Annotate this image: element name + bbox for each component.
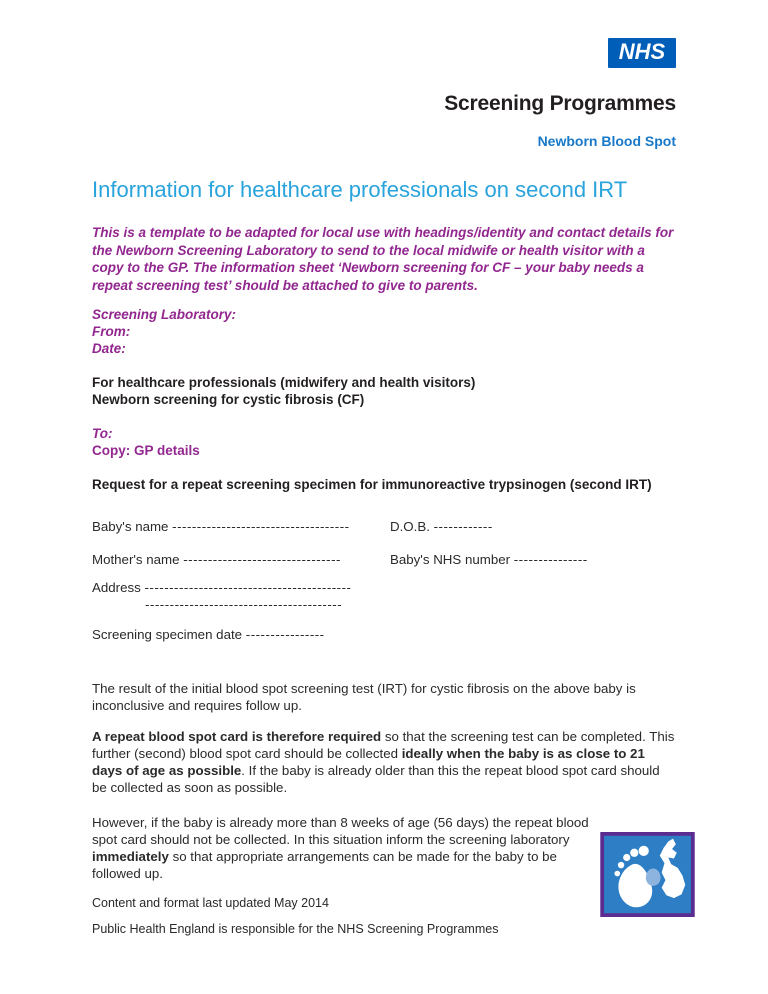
nhs-number-label: Baby's NHS number [390, 552, 511, 567]
specimen-date-field [92, 626, 325, 643]
nhs-logo-text: NHS [618, 39, 666, 64]
form-row-baby-name [92, 518, 676, 535]
page-title: Information for healthcare professionals on second IRT [92, 177, 628, 202]
dob-field [390, 518, 493, 535]
paragraph-over-eight-weeks [92, 814, 676, 882]
baby-name-blank-line: ------------------------------------ [172, 519, 350, 534]
mother-name-blank-line: -------------------------------- [183, 552, 341, 567]
dob-label: D.O.B. [390, 519, 430, 534]
repeat-card-text-1: so that the screening test can be completed. This further (second) blood spot card should be collected [92, 729, 675, 761]
baby-name-label: Baby's name [92, 519, 169, 534]
copy-line: Copy: GP details [92, 443, 200, 458]
patient-details-form [92, 518, 676, 643]
specimen-date-blank-line: ---------------- [245, 627, 325, 642]
to-line: To: [92, 426, 113, 441]
screening-laboratory-line: Screening Laboratory: [92, 307, 237, 322]
nhs-number-blank-line: --------------- [513, 552, 588, 567]
timing-bold-phrase: ideally when the baby is as close to 21 days of age as possible [92, 746, 645, 778]
paragraph-result: The result of the initial blood spot screening test (IRT) for cystic fibrosis on the above baby is inconclusive and requires follow up. [92, 681, 636, 713]
programme-subtitle: Newborn Blood Spot [537, 133, 676, 149]
footer-responsible: Public Health England is responsible for the NHS Screening Programmes [92, 922, 499, 936]
paragraph-repeat-card [92, 728, 676, 796]
address-field-continuation [92, 596, 676, 613]
address-field [92, 579, 351, 596]
address-label: Address [92, 580, 141, 595]
nhs-logo [608, 38, 676, 68]
form-row-address [92, 579, 676, 596]
mother-name-label: Mother's name [92, 552, 180, 567]
address-blank-line: ------------------------------------------ [144, 580, 352, 595]
footer-updated: Content and format last updated May 2014 [92, 896, 329, 910]
programme-title: Screening Programmes [444, 92, 676, 115]
newborn-blood-spot-logo [600, 832, 695, 917]
from-line: From: [92, 324, 131, 339]
recipient-block [92, 425, 676, 459]
audience-heading-line-2: Newborn screening for cystic fibrosis (CF) [92, 392, 365, 407]
repeat-card-text-2: . If the baby is already older than this the repeat blood spot card should be collected as soon as possible. [92, 763, 660, 795]
specimen-date-label: Screening specimen date [92, 627, 243, 642]
repeat-card-bold-phrase: A repeat blood spot card is therefore required [92, 729, 382, 744]
date-line: Date: [92, 341, 126, 356]
template-note: This is a template to be adapted for local use with headings/identity and contact details for the Newborn Screening Laboratory to send to the local midwife or health visitor with a copy to the GP. The information sheet ‘Newborn screening for CF – your baby needs a repeat screening test’ should be attached to give to parents. [92, 225, 674, 293]
screening-lab-block [92, 306, 676, 357]
audience-heading [92, 374, 676, 408]
over-eight-weeks-text-2: so that appropriate arrangements can be made for the baby to be followed up. [92, 849, 557, 881]
newborn-blood-spot-logo-svg [600, 832, 695, 917]
dob-blank-line: ------------ [433, 519, 493, 534]
over-eight-weeks-text-1: However, if the baby is already more than 8 weeks of age (56 days) the repeat blood spot card should not be collected. In this situation inform the screening laboratory [92, 815, 589, 847]
immediately-bold-word: immediately [92, 849, 169, 864]
nhs-number-field [390, 551, 588, 568]
form-row-specimen-date [92, 626, 676, 643]
document-header [92, 38, 676, 149]
request-heading: Request for a repeat screening specimen for immunoreactive trypsinogen (second IRT) [92, 477, 652, 492]
baby-name-field [92, 518, 390, 535]
address-blank-line-2: ---------------------------------------- [145, 597, 343, 612]
form-row-mother-name [92, 551, 676, 568]
audience-heading-line-1: For healthcare professionals (midwifery and health visitors) [92, 375, 476, 390]
mother-name-field [92, 551, 390, 568]
